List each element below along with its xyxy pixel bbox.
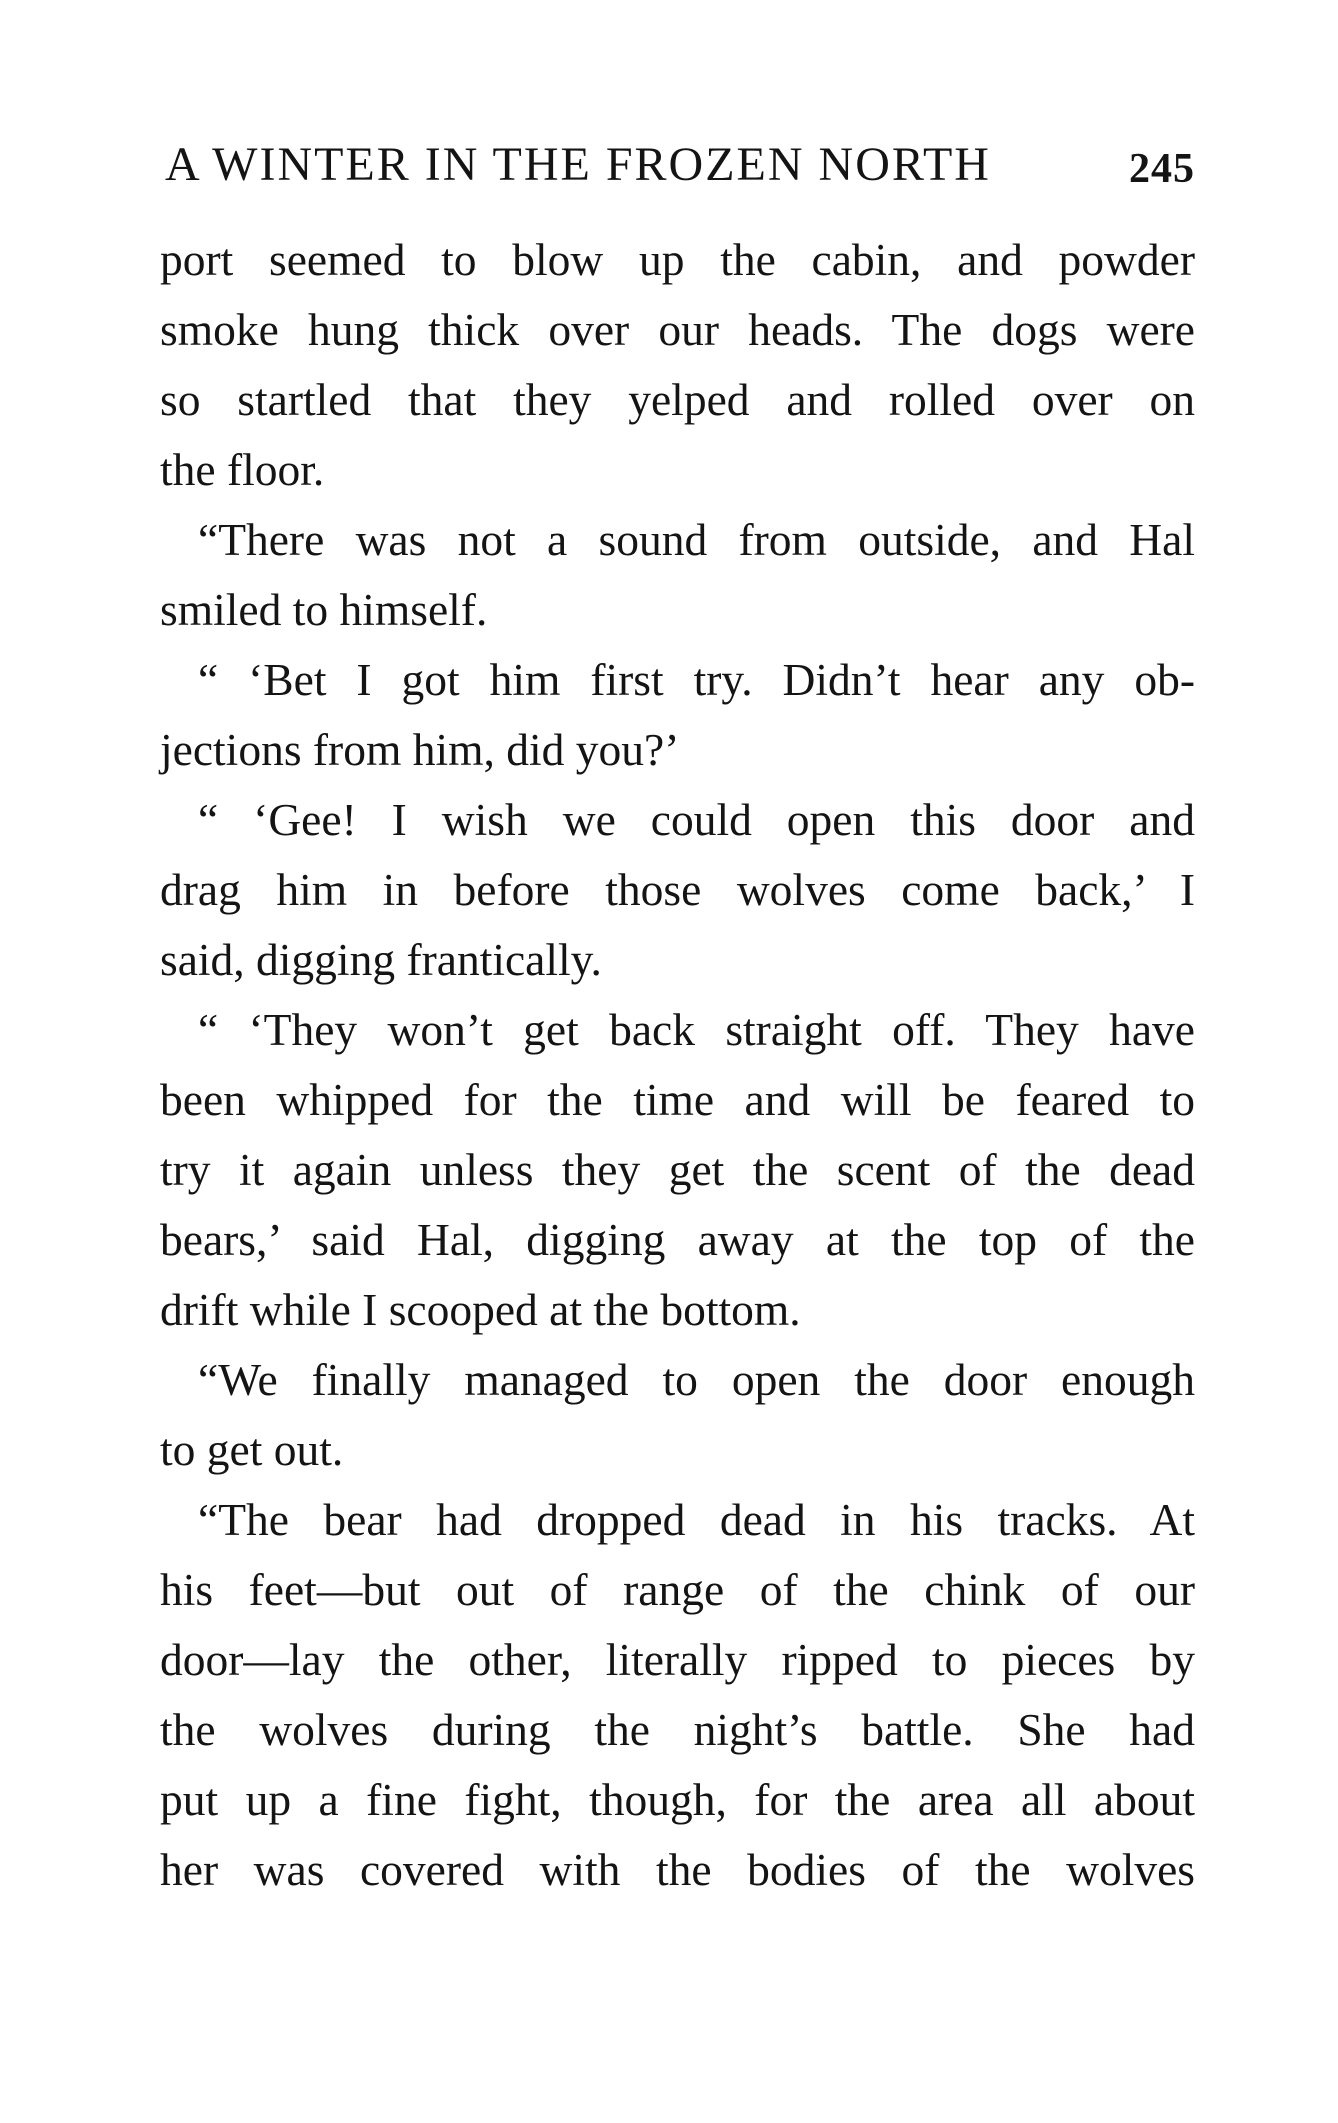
text-line: drag him in before those wolves come back,’ I bbox=[160, 864, 1195, 915]
text-line: “The bear had dropped dead in his tracks. At bbox=[198, 1494, 1195, 1545]
text-line: door—lay the other, literally ripped to pieces by bbox=[160, 1634, 1195, 1685]
text-line: to get out. bbox=[160, 1424, 344, 1475]
text-line: “ ‘Bet I got him first try. Didn’t hear any ob- bbox=[198, 654, 1195, 705]
running-head-title: A WINTER IN THE FROZEN NORTH bbox=[165, 138, 991, 191]
text-line: port seemed to blow up the cabin, and powder bbox=[160, 234, 1195, 285]
text-line: “ ‘They won’t get back straight off. They have bbox=[198, 1004, 1195, 1055]
text-line: “ ‘Gee! I wish we could open this door and bbox=[198, 794, 1195, 845]
text-line: his feet—but out of range of the chink of our bbox=[160, 1564, 1195, 1615]
text-line: the floor. bbox=[160, 444, 325, 495]
text-line: bears,’ said Hal, digging away at the top of the bbox=[160, 1214, 1195, 1265]
text-line: smiled to himself. bbox=[160, 584, 488, 635]
text-line: her was covered with the bodies of the wolves bbox=[160, 1844, 1195, 1895]
text-line: smoke hung thick over our heads. The dogs were bbox=[160, 304, 1195, 355]
page-number: 245 bbox=[1129, 146, 1195, 192]
text-line: “We finally managed to open the door enough bbox=[198, 1354, 1195, 1405]
text-line: put up a fine fight, though, for the area all about bbox=[160, 1774, 1195, 1825]
text-line: so startled that they yelped and rolled over on bbox=[160, 374, 1195, 425]
text-line: been whipped for the time and will be feared to bbox=[160, 1074, 1195, 1125]
text-line: said, digging frantically. bbox=[160, 934, 602, 985]
text-line: “There was not a sound from outside, and Hal bbox=[198, 514, 1195, 565]
text-line: drift while I scooped at the bottom. bbox=[160, 1284, 801, 1335]
body-text bbox=[160, 225, 1195, 1905]
running-head bbox=[155, 135, 1195, 195]
text-line: jections from him, did you?’ bbox=[160, 724, 680, 775]
text-line: the wolves during the night’s battle. She had bbox=[160, 1704, 1195, 1755]
text-line: try it again unless they get the scent of the dead bbox=[160, 1144, 1195, 1195]
